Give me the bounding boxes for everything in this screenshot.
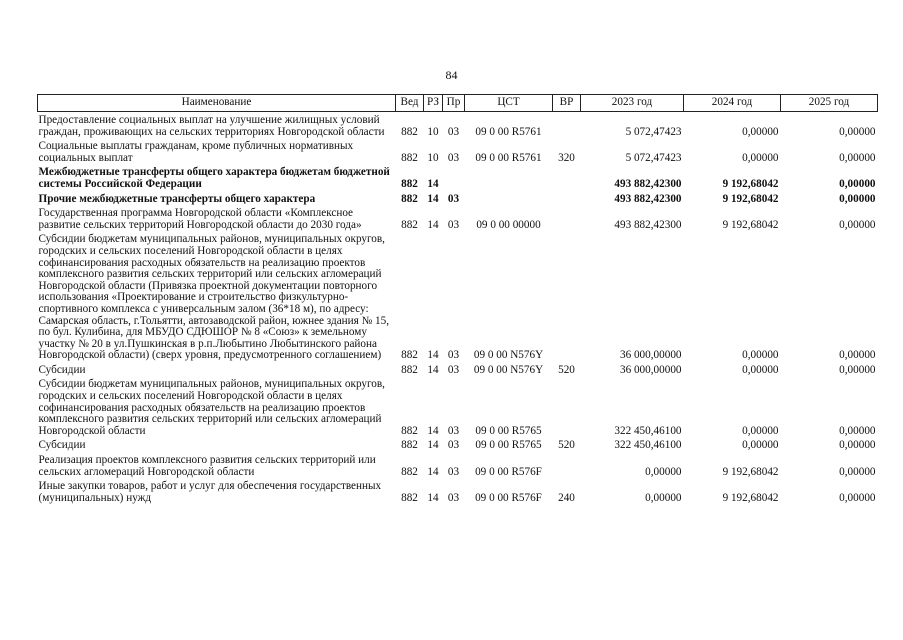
row-ved: 882 bbox=[401, 349, 418, 362]
row-2025: 0,00000 bbox=[839, 363, 876, 376]
row-name: Реализация проектов комплексного развития сельских территорий или сельских агломераций Новгородской области bbox=[38, 454, 376, 478]
row-2023: 5 072,47423 bbox=[625, 151, 682, 164]
row-2024: 0,00000 bbox=[742, 349, 779, 362]
row-name: Субсидии бюджетам муниципальных районов, муниципальных округов, городских и сельских поселений Новгородской области в целях софинансирования расходных обязательств на реализацию проектов комплексного развития сельских территорий или сельских агломераций Новгородской области bbox=[38, 378, 385, 437]
row-name: Иные закупки товаров, работ и услуг для обеспечения государственных (муниципальных) нужд bbox=[38, 480, 382, 504]
row-cst: 09 0 00 00000 bbox=[476, 218, 541, 231]
row-vr bbox=[553, 164, 581, 190]
budget-table bbox=[37, 94, 878, 504]
row-rz: 14 bbox=[427, 491, 439, 504]
header-name: Наименование bbox=[38, 95, 396, 112]
table-row bbox=[38, 478, 878, 504]
header-rz: РЗ bbox=[424, 95, 443, 112]
table-row bbox=[38, 164, 878, 190]
row-2025: 0,00000 bbox=[839, 125, 876, 138]
row-cst bbox=[465, 191, 553, 206]
header-ved: Вед bbox=[396, 95, 424, 112]
header-vr: ВР bbox=[553, 95, 581, 112]
row-rz: 14 bbox=[427, 192, 439, 205]
row-pr: 03 bbox=[447, 151, 460, 164]
row-name: Социальные выплаты гражданам, кроме публичных нормативных социальных выплат bbox=[38, 140, 354, 164]
row-rz: 14 bbox=[427, 439, 439, 452]
row-cst: 09 0 00 R5765 bbox=[475, 424, 542, 437]
row-vr: 520 bbox=[558, 439, 575, 452]
row-2024: 0,00000 bbox=[742, 439, 779, 452]
table-row bbox=[38, 205, 878, 231]
row-2024: 0,00000 bbox=[742, 151, 779, 164]
row-2025: 0,00000 bbox=[839, 192, 876, 205]
row-cst: 09 0 00 R5765 bbox=[475, 439, 542, 452]
row-rz: 14 bbox=[427, 218, 439, 231]
row-2023: 0,00000 bbox=[645, 491, 682, 504]
row-2023: 322 450,46100 bbox=[614, 439, 682, 452]
table-row bbox=[38, 112, 878, 139]
row-2024: 0,00000 bbox=[742, 125, 779, 138]
row-2023: 0,00000 bbox=[645, 465, 682, 478]
row-2025: 0,00000 bbox=[839, 465, 876, 478]
row-vr bbox=[553, 231, 581, 362]
row-ved: 882 bbox=[401, 439, 418, 452]
row-vr bbox=[553, 205, 581, 231]
row-pr: 03 bbox=[447, 363, 460, 376]
row-ved: 882 bbox=[401, 491, 418, 504]
row-pr: 03 bbox=[447, 349, 460, 362]
row-cst: 09 0 00 R576F bbox=[475, 465, 542, 478]
row-name: Прочие межбюджетные трансферты общего характера bbox=[38, 192, 316, 205]
row-2025: 0,00000 bbox=[839, 424, 876, 437]
row-cst: 09 0 00 N576Y bbox=[473, 363, 544, 376]
row-pr bbox=[443, 164, 465, 190]
row-pr: 03 bbox=[447, 218, 460, 231]
row-vr bbox=[553, 112, 581, 139]
header-2025: 2025 год bbox=[781, 95, 878, 112]
row-ved: 882 bbox=[401, 363, 418, 376]
row-2024: 9 192,68042 bbox=[722, 491, 779, 504]
row-name: Государственная программа Новгородской области «Комплексное развитие сельских территорий Новгородской области до 2030 года» bbox=[38, 207, 362, 231]
row-rz: 14 bbox=[427, 349, 439, 362]
row-rz: 14 bbox=[427, 465, 439, 478]
row-cst: 09 0 00 R5761 bbox=[475, 151, 542, 164]
table-row bbox=[38, 437, 878, 452]
row-rz: 10 bbox=[427, 151, 439, 164]
page-number: 84 bbox=[445, 68, 458, 82]
row-vr: 240 bbox=[558, 491, 575, 504]
row-pr: 03 bbox=[447, 125, 460, 138]
row-2024: 0,00000 bbox=[742, 424, 779, 437]
table-row bbox=[38, 362, 878, 377]
row-ved: 882 bbox=[401, 192, 418, 205]
row-pr: 03 bbox=[447, 192, 460, 205]
row-vr bbox=[553, 191, 581, 206]
row-rz: 14 bbox=[427, 424, 439, 437]
row-pr: 03 bbox=[447, 465, 460, 478]
row-vr bbox=[553, 452, 581, 478]
row-2023: 322 450,46100 bbox=[614, 424, 682, 437]
row-2025: 0,00000 bbox=[839, 218, 876, 231]
row-name: Предоставление социальных выплат на улучшение жилищных условий граждан, проживающих на сельских территориях Новгородской области bbox=[38, 114, 385, 138]
row-2025: 0,00000 bbox=[839, 349, 876, 362]
row-vr bbox=[553, 376, 581, 437]
row-name: Субсидии bbox=[38, 439, 86, 452]
row-ved: 882 bbox=[401, 424, 418, 437]
row-cst bbox=[465, 164, 553, 190]
table-row bbox=[38, 376, 878, 437]
table-body bbox=[38, 112, 878, 505]
row-name: Субсидии бюджетам муниципальных районов, муниципальных округов, городских и сельских поселений Новгородской области в целях софинансирования расходных обязательств на реализацию проектов комплексного развития сельских территорий или сельских агломераций Новгородской области (Привязка проектной документации повторного использования «Проектирование и строительство физкультурно- спортивного комплекса с универсальным залом (36*18 м), по адресу: Самарская область, г.Тольятти, автозаводской район, южнее здания № 15, по бул. Кулибина, для МБУДО СДЮШОР № 8 «Союз» к земельному участку № 20 в ул.Пушкинская в р.п.Любытино Любытинского района Новгородской области) (сверх уровня, предусмотренного соглашением) bbox=[38, 233, 390, 362]
row-rz: 10 bbox=[427, 125, 439, 138]
row-2024: 9 192,68042 bbox=[722, 192, 779, 205]
table-row bbox=[38, 231, 878, 362]
row-vr: 320 bbox=[558, 151, 575, 164]
row-name: Субсидии bbox=[38, 363, 86, 376]
table-header bbox=[38, 95, 878, 112]
row-2024: 0,00000 bbox=[742, 363, 779, 376]
row-2025: 0,00000 bbox=[839, 439, 876, 452]
row-2023: 493 882,42300 bbox=[614, 218, 682, 231]
row-2025: 0,00000 bbox=[839, 491, 876, 504]
row-cst: 09 0 00 R5761 bbox=[475, 125, 542, 138]
row-pr: 03 bbox=[447, 439, 460, 452]
row-ved: 882 bbox=[401, 465, 418, 478]
row-name: Межбюджетные трансферты общего характера бюджетам бюджетной системы Российской Федерации bbox=[38, 166, 390, 190]
row-2024: 9 192,68042 bbox=[722, 465, 779, 478]
header-pr: Пр bbox=[443, 95, 465, 112]
row-2025: 0,00000 bbox=[839, 151, 876, 164]
row-ved: 882 bbox=[401, 125, 418, 138]
row-2023: 36 000,00000 bbox=[619, 363, 682, 376]
row-ved: 882 bbox=[401, 151, 418, 164]
row-ved: 882 bbox=[401, 218, 418, 231]
row-2023: 36 000,00000 bbox=[619, 349, 682, 362]
row-vr: 520 bbox=[558, 363, 575, 376]
row-2025: 0,00000 bbox=[839, 177, 876, 190]
table-row bbox=[38, 138, 878, 164]
row-2024: 9 192,68042 bbox=[722, 218, 779, 231]
header-2024: 2024 год bbox=[684, 95, 781, 112]
row-cst: 09 0 00 R576F bbox=[475, 491, 542, 504]
row-2023: 493 882,42300 bbox=[614, 177, 682, 190]
row-ved: 882 bbox=[401, 177, 418, 190]
row-pr: 03 bbox=[447, 424, 460, 437]
row-rz: 14 bbox=[427, 363, 439, 376]
header-2023: 2023 год bbox=[581, 95, 684, 112]
header-cst: ЦСТ bbox=[465, 95, 553, 112]
row-rz: 14 bbox=[427, 177, 439, 190]
row-2023: 493 882,42300 bbox=[614, 192, 682, 205]
table-row bbox=[38, 191, 878, 206]
row-pr: 03 bbox=[447, 491, 460, 504]
row-2023: 5 072,47423 bbox=[625, 125, 682, 138]
row-cst: 09 0 00 N576Y bbox=[473, 349, 544, 362]
table-row bbox=[38, 452, 878, 478]
row-2024: 9 192,68042 bbox=[722, 177, 779, 190]
